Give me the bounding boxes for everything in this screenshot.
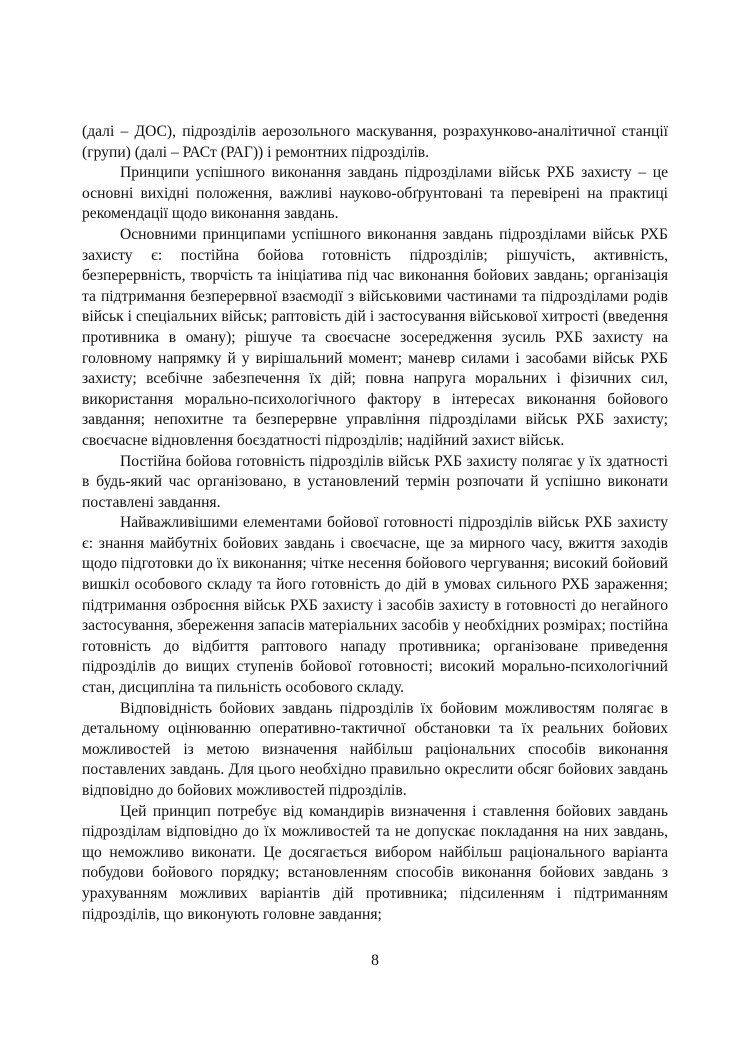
document-body	[82, 122, 668, 925]
paragraph: Найважливішими елементами бойової готовності підрозділів військ РХБ захисту є: знання майбутніх бойових завдань і своєчасне, ще за мирного часу, вжиття заходів щодо підготовки до їх виконання; чітке несення бойового чергування; високий бойовий вишкіл особового складу та його готовність до дій в умовах сильного РХБ зараження; підтримання озброєння військ РХБ захисту і засобів захисту в готовності до негайного застосування, збереження запасів матеріальних засобів у необхідних розмірах; постійна готовність до відбиття раптового нападу противника; організоване приведення підрозділів до вищих ступенів бойової готовності; високий морально-психологічний стан, дисципліна та пильність особового складу.	[82, 514, 668, 697]
paragraph: (далі – ДОС), підрозділів аерозольного маскування, розрахунково-аналітичної станції (групи) (далі – РАСт (РАГ)) і ремонтних підрозділів.	[82, 123, 668, 161]
paragraph: Відповідність бойових завдань підрозділів їх бойовим можливостям полягає в детальному оцінюванню оперативно-тактичної обстановки та їх реальних бойових можливостей із метою визначення найбільш раціональних способів виконання поставлених завдань. Для цього необхідно правильно окреслити обсяг бойових завдань відповідно до бойових можливостей підрозділів.	[82, 699, 668, 799]
paragraph: Принципи успішного виконання завдань підрозділами військ РХБ захисту – це основні вихідні положення, важливі науково-обґрунтовані та перевірені на практиці рекомендації щодо виконання завдань.	[82, 164, 668, 223]
page-number: 8	[371, 952, 379, 969]
paragraph: Постійна бойова готовність підрозділів військ РХБ захисту полягає у їх здатності в будь-який час організовано, в установлений термін розпочати й успішно виконати поставлені завдання.	[82, 452, 668, 511]
paragraph: Основними принципами успішного виконання завдань підрозділами військ РХБ захисту є: постійна бойова готовність підрозділів; рішучість, активність, безперервність, творчість та ініціатива під час виконання бойових завдань; організація та підтримання безперервної взаємодії з військовими частинами та підрозділами родів військ і спеціальних військ; раптовість дій і застосування військової хитрості (введення противника в оману); рішуче та своєчасне зосередження зусиль РХБ захисту на головному напрямку й у вирішальний момент; маневр силами і засобами військ РХБ захисту; всебічне забезпечення їх дій; повна напруга моральних і фізичних сил, використання морально-психологічного фактору в інтересах виконання бойового завдання; непохитне та безперервне управління підрозділами військ РХБ захисту; своєчасне відновлення боєздатності підрозділів; надійний захист військ.	[82, 225, 668, 449]
paragraph: Цей принцип потребує від командирів визначення і ставлення бойових завдань підрозділам відповідно до їх можливостей та не допускає покладання на них завдань, що неможливо виконати. Це досягається вибором найбільш раціонального варіанта побудови бойового порядку; встановленням способів виконання бойових завдань з урахуванням можливих варіантів дій противника; підсиленням і підтриманням підрозділів, що виконують головне завдання;	[82, 802, 668, 923]
